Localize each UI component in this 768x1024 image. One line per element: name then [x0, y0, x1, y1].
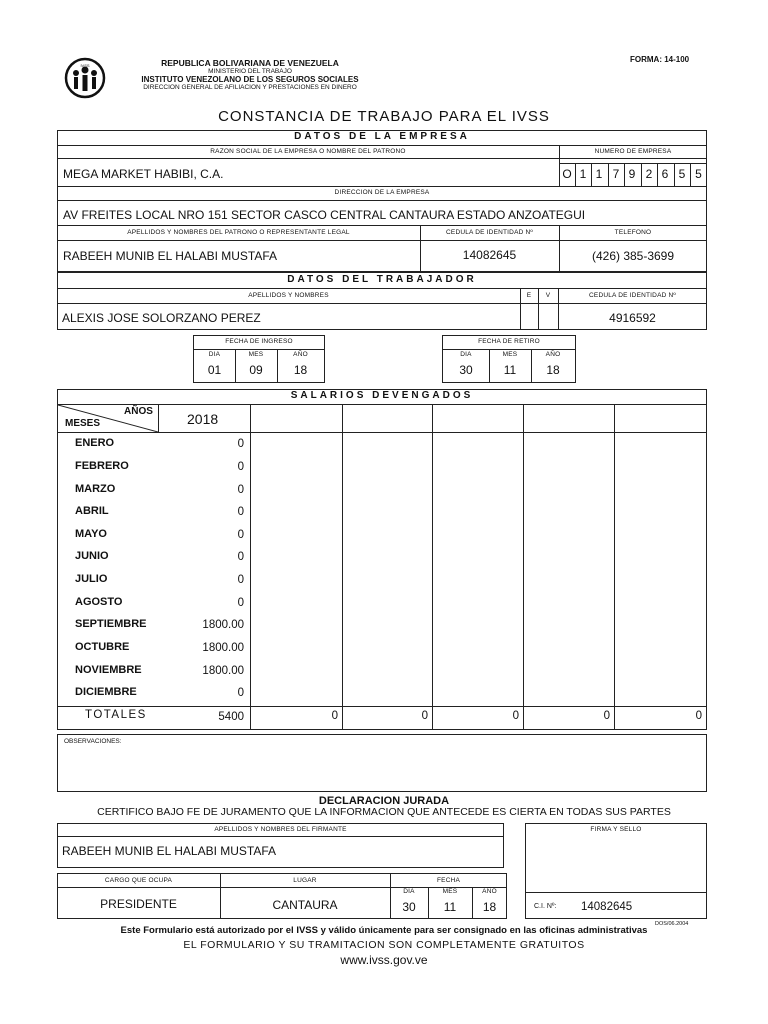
retiro-mes-label: MES: [502, 351, 518, 358]
footer-line1: Este Formulario está autorizado por el IVSS y válido únicamente para ser consignado en las oficinas administrativas: [120, 925, 648, 936]
year-2018: 2018: [187, 411, 219, 427]
value-noviembre: 1800.00: [202, 665, 244, 677]
digit: O: [562, 167, 572, 181]
cargo-value: PRESIDENTE: [100, 897, 177, 911]
header-direction: DIRECCION GENERAL DE AFILIACION Y PRESTACIONES EN DINERO: [143, 84, 357, 91]
digit: 1: [579, 167, 587, 181]
decl-ano: 18: [482, 900, 497, 914]
v-label: V: [545, 292, 551, 299]
digit: 5: [678, 167, 686, 181]
month-enero: ENERO: [75, 437, 115, 449]
value-julio: 0: [237, 574, 244, 586]
ingreso-ano: 18: [293, 363, 308, 377]
anos-label: AÑOS: [124, 406, 153, 417]
total-col-1: 5400: [218, 711, 244, 723]
lugar-label: LUGAR: [293, 877, 317, 884]
fecha-retiro-label: FECHA DE RETIRO: [478, 338, 540, 345]
ivss-logo: [64, 56, 106, 100]
month-agosto: AGOSTO: [75, 596, 123, 608]
ingreso-dia-label: DIA: [208, 351, 221, 358]
form-code: FORMA: 14-100: [630, 55, 690, 64]
fecha-ingreso: [193, 335, 325, 383]
totales-label: TOTALES: [85, 709, 147, 721]
header-institute: INSTITUTO VENEZOLANO DE LOS SEGUROS SOCIALES: [141, 75, 359, 84]
retiro-ano: 18: [546, 363, 560, 377]
footer-line2: EL FORMULARIO Y SU TRAMITACION SON COMPLETAMENTE GRATUITOS: [183, 939, 585, 951]
observaciones-box: [57, 734, 707, 792]
meses-label: MESES: [65, 418, 101, 429]
value-abril: 0: [237, 506, 244, 518]
e-label: E: [526, 292, 532, 299]
declaracion-text: CERTIFICO BAJO FE DE JURAMENTO QUE LA INFORMACION QUE ANTECEDE ES CIERTA EN TODAS SUS PARTES: [97, 806, 671, 818]
fecha-retiro: [442, 335, 576, 383]
value-junio: 0: [237, 551, 244, 563]
lugar-value: CANTAURA: [272, 898, 338, 912]
telefono-label: TELEFONO: [614, 229, 652, 236]
decl-mes: 11: [443, 900, 457, 914]
month-junio: JUNIO: [75, 550, 109, 562]
total-col-6: 0: [695, 710, 702, 722]
total-col-3: 0: [421, 710, 428, 722]
page-title: CONSTANCIA DE TRABAJO PARA EL IVSS: [218, 108, 550, 125]
header-ministry: MINISTERIO DEL TRABAJO: [208, 68, 292, 75]
empresa-cedula-label: CEDULA DE IDENTIDAD Nº: [446, 229, 533, 236]
value-enero: 0: [237, 438, 244, 450]
total-col-2: 0: [331, 710, 338, 722]
value-octubre: 1800.00: [202, 642, 244, 654]
numero-empresa-digits: [559, 163, 707, 186]
trabajador-cedula-value: 4916592: [609, 311, 656, 325]
ingreso-mes: 09: [249, 363, 263, 377]
decl-dia: 30: [402, 900, 416, 914]
ci-label: C.I. Nº:: [534, 903, 557, 910]
header-republic: REPUBLICA BOLIVARIANA DE VENEZUELA: [161, 58, 339, 68]
direccion-value: AV FREITES LOCAL NRO 151 SECTOR CASCO CENTRAL CANTAURA ESTADO ANZOATEGUI: [63, 208, 586, 222]
numero-empresa-label: NUMERO DE EMPRESA: [594, 148, 672, 155]
digit: 9: [628, 167, 636, 181]
empresa-section-title: DATOS DE LA EMPRESA: [294, 131, 470, 142]
month-diciembre: DICIEMBRE: [75, 686, 137, 698]
ingreso-ano-label: AÑO: [293, 351, 308, 358]
value-marzo: 0: [237, 484, 244, 496]
value-febrero: 0: [237, 461, 244, 473]
decl-dia-label: DIA: [403, 888, 415, 895]
trabajador-nombres-value: ALEXIS JOSE SOLORZANO PEREZ: [62, 311, 261, 325]
ivss-logo-icon: [64, 56, 106, 100]
decl-ano-label: AÑO: [482, 888, 497, 895]
digit: 5: [695, 167, 702, 181]
razon-value: MEGA MARKET HABIBI, C.A.: [63, 167, 224, 181]
digit: 6: [661, 167, 669, 181]
svg-text:IVSS: IVSS: [80, 63, 90, 68]
value-diciembre: 0: [237, 687, 244, 699]
fecha-ingreso-label: FECHA DE INGRESO: [225, 338, 293, 345]
total-col-4: 0: [512, 710, 519, 722]
firmante-label: APELLIDOS Y NOMBRES DEL FIRMANTE: [214, 826, 347, 833]
direccion-label: DIRECCION DE LA EMPRESA: [334, 189, 430, 196]
empresa-cedula-value: 14082645: [462, 248, 517, 262]
month-julio: JULIO: [75, 573, 108, 585]
declaracion-title: DECLARACION JURADA: [318, 795, 450, 807]
digit: 2: [645, 167, 653, 181]
footer-url[interactable]: www.ivss.gov.ve: [340, 953, 428, 967]
month-marzo: MARZO: [75, 483, 116, 495]
month-abril: ABRIL: [75, 505, 109, 517]
telefono-value: (426) 385-3699: [591, 249, 675, 263]
digit: 1: [595, 167, 603, 181]
salarios-section: [57, 389, 707, 730]
firma-sello-label: FIRMA Y SELLO: [590, 826, 642, 833]
retiro-ano-label: AÑO: [545, 351, 561, 358]
fecha-label: FECHA: [436, 877, 461, 884]
retiro-dia: 30: [459, 363, 473, 377]
value-septiembre: 1800.00: [202, 619, 244, 631]
salarios-section-title: SALARIOS DEVENGADOS: [290, 390, 474, 401]
razon-label: RAZON SOCIAL DE LA EMPRESA O NOMBRE DEL PATRONO: [210, 148, 406, 155]
ingreso-mes-label: MES: [248, 351, 264, 358]
trabajador-section-title: DATOS DEL TRABAJADOR: [287, 274, 477, 285]
firmante-value: RABEEH MUNIB EL HALABI MUSTAFA: [62, 844, 277, 858]
retiro-dia-label: DIA: [460, 351, 472, 358]
value-agosto: 0: [237, 597, 244, 609]
representante-label: APELLIDOS Y NOMBRES DEL PATRONO O REPRESENTANTE LEGAL: [127, 229, 350, 236]
ci-value: 14082645: [581, 901, 633, 913]
month-octubre: OCTUBRE: [75, 641, 130, 653]
observaciones-label: OBSERVACIONES:: [64, 738, 122, 745]
value-mayo: 0: [237, 529, 244, 541]
trabajador-nombres-label: APELLIDOS Y NOMBRES: [248, 292, 329, 299]
digit: 7: [612, 167, 620, 181]
month-septiembre: SEPTIEMBRE: [75, 618, 147, 630]
month-febrero: FEBRERO: [75, 460, 129, 472]
footer-code: DOS/06.2004: [655, 921, 689, 927]
representante-value: RABEEH MUNIB EL HALABI MUSTAFA: [63, 249, 278, 263]
month-noviembre: NOVIEMBRE: [75, 664, 142, 676]
trabajador-cedula-label: CEDULA DE IDENTIDAD Nº: [589, 292, 676, 299]
month-mayo: MAYO: [75, 528, 107, 540]
total-col-5: 0: [603, 710, 610, 722]
retiro-mes: 11: [503, 363, 517, 377]
ingreso-dia: 01: [207, 363, 222, 377]
decl-mes-label: MES: [442, 888, 458, 895]
cargo-label: CARGO QUE OCUPA: [104, 877, 173, 884]
